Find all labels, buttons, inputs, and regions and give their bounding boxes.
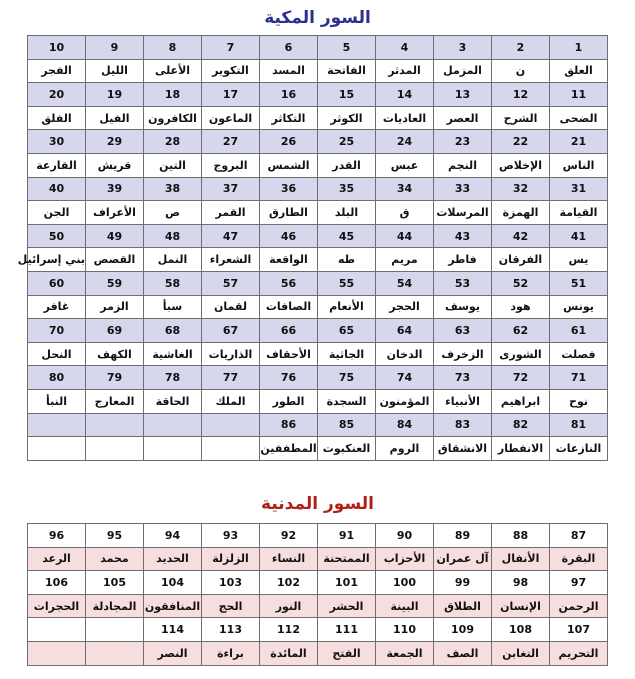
- makki-surah-number-cell: 63: [434, 319, 492, 343]
- makki-name-row: [28, 437, 608, 461]
- makki-section-title: السور المكية: [264, 8, 371, 28]
- makki-surah-number-cell: 51: [550, 271, 608, 295]
- makki-surah-number-cell: 69: [86, 319, 144, 343]
- madani-surah-name-cell: محمد: [86, 547, 144, 571]
- madani-surah-name-cell: الإنسان: [492, 594, 550, 618]
- makki-surah-number-cell: 14: [376, 83, 434, 107]
- madani-surah-name-cell: النور: [260, 594, 318, 618]
- makki-surah-number-cell: 60: [28, 271, 86, 295]
- makki-surah-number-cell: 82: [492, 413, 550, 437]
- madani-surah-number-cell: 112: [260, 618, 318, 642]
- makki-surah-name-cell: القصص: [86, 248, 144, 272]
- makki-surah-number-cell: 37: [202, 177, 260, 201]
- makki-surah-name-cell: الإخلاص: [492, 153, 550, 177]
- makki-surah-number-cell: 85: [318, 413, 376, 437]
- makki-surah-name-cell: الكوثر: [318, 106, 376, 130]
- makki-surah-name-cell: المدثر: [376, 59, 434, 83]
- makki-surah-name-cell: الفيل: [86, 106, 144, 130]
- makki-surah-number-cell: 6: [260, 36, 318, 60]
- makki-surah-number-cell: 50: [28, 224, 86, 248]
- makki-surah-name-cell: النازعات: [550, 437, 608, 461]
- makki-surah-number-cell: 83: [434, 413, 492, 437]
- madani-name-row: [28, 641, 608, 665]
- madani-surah-name-cell: [28, 641, 86, 665]
- makki-surah-name-cell: الغاشية: [144, 342, 202, 366]
- madani-surah-name-cell: الأنفال: [492, 547, 550, 571]
- madani-surah-number-cell: 90: [376, 524, 434, 548]
- madani-surah-number-cell: 95: [86, 524, 144, 548]
- makki-surah-name-cell: البلد: [318, 201, 376, 225]
- makki-surah-name-cell: فاطر: [434, 248, 492, 272]
- makki-surah-number-cell: 11: [550, 83, 608, 107]
- madani-surah-name-cell: [86, 641, 144, 665]
- madani-surah-number-cell: 93: [202, 524, 260, 548]
- makki-surah-number-cell: [28, 413, 86, 437]
- makki-surah-number-cell: 10: [28, 36, 86, 60]
- makki-number-row: [28, 83, 608, 107]
- makki-surah-number-cell: 24: [376, 130, 434, 154]
- madani-surah-name-cell: الزلزلة: [202, 547, 260, 571]
- madani-surah-name-cell: الحشر: [318, 594, 376, 618]
- madani-surah-name-cell: براءة: [202, 641, 260, 665]
- makki-name-row: [28, 295, 608, 319]
- makki-surah-number-cell: 46: [260, 224, 318, 248]
- makki-surah-number-cell: 21: [550, 130, 608, 154]
- madani-surah-number-cell: 88: [492, 524, 550, 548]
- madani-surah-number-cell: 103: [202, 571, 260, 595]
- makki-surah-name-cell: يونس: [550, 295, 608, 319]
- makki-surah-name-cell: التين: [144, 153, 202, 177]
- makki-surah-name-cell: ن: [492, 59, 550, 83]
- madani-surah-name-cell: البينة: [376, 594, 434, 618]
- makki-surah-number-cell: 32: [492, 177, 550, 201]
- madani-surah-number-cell: 96: [28, 524, 86, 548]
- makki-surah-number-cell: 16: [260, 83, 318, 107]
- makki-surah-name-cell: [144, 437, 202, 461]
- makki-surah-number-cell: 36: [260, 177, 318, 201]
- makki-surah-name-cell: الفلق: [28, 106, 86, 130]
- makki-surah-name-cell: المسد: [260, 59, 318, 83]
- makki-surah-name-cell: المطففين: [260, 437, 318, 461]
- makki-surah-name-cell: الواقعة: [260, 248, 318, 272]
- makki-surah-number-cell: 44: [376, 224, 434, 248]
- makki-surah-number-cell: 17: [202, 83, 260, 107]
- madani-surah-name-cell: المجادلة: [86, 594, 144, 618]
- makki-surah-name-cell: سبأ: [144, 295, 202, 319]
- makki-surah-number-cell: 27: [202, 130, 260, 154]
- makki-surah-name-cell: [28, 437, 86, 461]
- makki-surah-name-cell: [86, 437, 144, 461]
- makki-surah-number-cell: 53: [434, 271, 492, 295]
- makki-surah-number-cell: 18: [144, 83, 202, 107]
- makki-surah-name-cell: الذاريات: [202, 342, 260, 366]
- makki-surah-name-cell: قريش: [86, 153, 144, 177]
- makki-surah-name-cell: عبس: [376, 153, 434, 177]
- makki-surah-name-cell: الدخان: [376, 342, 434, 366]
- makki-surah-number-cell: 58: [144, 271, 202, 295]
- makki-surah-number-cell: 26: [260, 130, 318, 154]
- makki-surah-name-cell: الملك: [202, 389, 260, 413]
- madani-surah-name-cell: المنافقون: [144, 594, 202, 618]
- makki-surah-number-cell: 77: [202, 366, 260, 390]
- makki-surah-name-cell: التكوير: [202, 59, 260, 83]
- makki-surah-name-cell: الحاقة: [144, 389, 202, 413]
- madani-surah-table: [27, 523, 608, 666]
- makki-surah-name-cell: الانشقاق: [434, 437, 492, 461]
- madani-surah-name-cell: البقرة: [550, 547, 608, 571]
- makki-surah-name-cell: القدر: [318, 153, 376, 177]
- makki-surah-number-cell: 7: [202, 36, 260, 60]
- makki-surah-number-cell: 80: [28, 366, 86, 390]
- makki-surah-name-cell: الأحقاف: [260, 342, 318, 366]
- madani-surah-number-cell: 92: [260, 524, 318, 548]
- makki-surah-number-cell: 42: [492, 224, 550, 248]
- makki-surah-number-cell: 19: [86, 83, 144, 107]
- makki-surah-number-cell: 49: [86, 224, 144, 248]
- madani-surah-number-cell: 107: [550, 618, 608, 642]
- madani-surah-number-cell: 109: [434, 618, 492, 642]
- makki-surah-name-cell: الفرقان: [492, 248, 550, 272]
- makki-surah-number-cell: 2: [492, 36, 550, 60]
- makki-surah-name-cell: الضحى: [550, 106, 608, 130]
- madani-surah-name-cell: الحجرات: [28, 594, 86, 618]
- makki-surah-number-cell: 39: [86, 177, 144, 201]
- makki-surah-name-cell: الناس: [550, 153, 608, 177]
- makki-surah-number-cell: 72: [492, 366, 550, 390]
- makki-surah-name-cell: المؤمنون: [376, 389, 434, 413]
- makki-surah-name-cell: الجاثية: [318, 342, 376, 366]
- madani-surah-number-cell: 106: [28, 571, 86, 595]
- makki-surah-number-cell: 29: [86, 130, 144, 154]
- makki-surah-number-cell: 68: [144, 319, 202, 343]
- makki-surah-number-cell: 47: [202, 224, 260, 248]
- madani-number-row: [28, 618, 608, 642]
- makki-surah-number-cell: 75: [318, 366, 376, 390]
- makki-surah-number-cell: 86: [260, 413, 318, 437]
- makki-surah-name-cell: الجن: [28, 201, 86, 225]
- makki-surah-name-cell: بني إسرائيل: [28, 248, 86, 272]
- makki-surah-name-cell: الأعراف: [86, 201, 144, 225]
- makki-surah-name-cell: يس: [550, 248, 608, 272]
- makki-surah-number-cell: 41: [550, 224, 608, 248]
- madani-surah-number-cell: 87: [550, 524, 608, 548]
- makki-surah-number-cell: 38: [144, 177, 202, 201]
- makki-surah-number-cell: 57: [202, 271, 260, 295]
- makki-surah-number-cell: 12: [492, 83, 550, 107]
- madani-surah-number-cell: 110: [376, 618, 434, 642]
- madani-surah-number-cell: 91: [318, 524, 376, 548]
- makki-surah-number-cell: 73: [434, 366, 492, 390]
- makki-surah-number-cell: 43: [434, 224, 492, 248]
- makki-surah-name-cell: المرسلات: [434, 201, 492, 225]
- makki-surah-number-cell: 78: [144, 366, 202, 390]
- makki-surah-number-cell: 22: [492, 130, 550, 154]
- madani-surah-name-cell: المائدة: [260, 641, 318, 665]
- makki-surah-name-cell: العنكبوت: [318, 437, 376, 461]
- makki-surah-number-cell: 79: [86, 366, 144, 390]
- makki-surah-name-cell: الكافرون: [144, 106, 202, 130]
- madani-surah-number-cell: 105: [86, 571, 144, 595]
- makki-surah-number-cell: 67: [202, 319, 260, 343]
- makki-surah-name-cell: الهمزة: [492, 201, 550, 225]
- madani-surah-number-cell: 102: [260, 571, 318, 595]
- makki-surah-number-cell: 61: [550, 319, 608, 343]
- madani-surah-number-cell: 97: [550, 571, 608, 595]
- madani-surah-number-cell: [28, 618, 86, 642]
- madani-surah-name-cell: التحريم: [550, 641, 608, 665]
- makki-surah-number-cell: 1: [550, 36, 608, 60]
- makki-surah-name-cell: الزخرف: [434, 342, 492, 366]
- makki-surah-name-cell: الصافات: [260, 295, 318, 319]
- makki-surah-name-cell: المعارج: [86, 389, 144, 413]
- makki-surah-number-cell: 13: [434, 83, 492, 107]
- makki-surah-number-cell: 3: [434, 36, 492, 60]
- makki-surah-number-cell: 81: [550, 413, 608, 437]
- makki-surah-name-cell: النبأ: [28, 389, 86, 413]
- makki-surah-number-cell: 20: [28, 83, 86, 107]
- madani-surah-name-cell: الحج: [202, 594, 260, 618]
- madani-name-row: [28, 547, 608, 571]
- makki-surah-number-cell: 84: [376, 413, 434, 437]
- makki-surah-number-cell: 48: [144, 224, 202, 248]
- madani-surah-number-cell: 108: [492, 618, 550, 642]
- madani-surah-number-cell: 98: [492, 571, 550, 595]
- makki-surah-number-cell: 55: [318, 271, 376, 295]
- makki-number-row: [28, 366, 608, 390]
- makki-surah-name-cell: الزمر: [86, 295, 144, 319]
- madani-surah-number-cell: 89: [434, 524, 492, 548]
- makki-number-row: [28, 224, 608, 248]
- makki-surah-name-cell: لقمان: [202, 295, 260, 319]
- makki-number-row: [28, 413, 608, 437]
- makki-surah-name-cell: البروج: [202, 153, 260, 177]
- makki-number-row: [28, 271, 608, 295]
- makki-surah-name-cell: الليل: [86, 59, 144, 83]
- madani-surah-number-cell: 111: [318, 618, 376, 642]
- makki-surah-name-cell: هود: [492, 295, 550, 319]
- makki-surah-number-cell: 40: [28, 177, 86, 201]
- makki-name-row: [28, 106, 608, 130]
- makki-surah-name-cell: نوح: [550, 389, 608, 413]
- makki-surah-number-cell: [86, 413, 144, 437]
- makki-surah-name-cell: الحجر: [376, 295, 434, 319]
- makki-surah-name-cell: مريم: [376, 248, 434, 272]
- makki-name-row: [28, 153, 608, 177]
- makki-surah-name-cell: العاديات: [376, 106, 434, 130]
- makki-surah-name-cell: الأنبياء: [434, 389, 492, 413]
- madani-surah-number-cell: 104: [144, 571, 202, 595]
- makki-surah-number-cell: 15: [318, 83, 376, 107]
- makki-surah-name-cell: المزمل: [434, 59, 492, 83]
- makki-surah-number-cell: 30: [28, 130, 86, 154]
- makki-surah-name-cell: القمر: [202, 201, 260, 225]
- makki-surah-number-cell: 28: [144, 130, 202, 154]
- madani-surah-name-cell: الصف: [434, 641, 492, 665]
- makki-surah-name-cell: الانفطار: [492, 437, 550, 461]
- makki-surah-name-cell: العلق: [550, 59, 608, 83]
- makki-name-row: [28, 59, 608, 83]
- madani-surah-number-cell: 114: [144, 618, 202, 642]
- makki-surah-number-cell: 66: [260, 319, 318, 343]
- makki-surah-name-cell: الشمس: [260, 153, 318, 177]
- madani-surah-name-cell: الرحمن: [550, 594, 608, 618]
- makki-surah-name-cell: النحل: [28, 342, 86, 366]
- makki-surah-number-cell: 25: [318, 130, 376, 154]
- makki-number-row: [28, 177, 608, 201]
- makki-surah-name-cell: ابراهيم: [492, 389, 550, 413]
- makki-surah-name-cell: الماعون: [202, 106, 260, 130]
- makki-surah-name-cell: الطور: [260, 389, 318, 413]
- madani-surah-name-cell: آل عمران: [434, 547, 492, 571]
- makki-name-row: [28, 201, 608, 225]
- madani-surah-number-cell: [86, 618, 144, 642]
- makki-surah-number-cell: 56: [260, 271, 318, 295]
- madani-surah-number-cell: 99: [434, 571, 492, 595]
- makki-surah-number-cell: 35: [318, 177, 376, 201]
- makki-surah-name-cell: الشورى: [492, 342, 550, 366]
- madani-section-title: السور المدنية: [261, 494, 374, 514]
- makki-surah-number-cell: 59: [86, 271, 144, 295]
- madani-surah-name-cell: الفتح: [318, 641, 376, 665]
- makki-surah-name-cell: الروم: [376, 437, 434, 461]
- makki-surah-number-cell: 64: [376, 319, 434, 343]
- makki-surah-name-cell: النجم: [434, 153, 492, 177]
- makki-surah-number-cell: 5: [318, 36, 376, 60]
- makki-number-row: [28, 319, 608, 343]
- makki-surah-name-cell: ق: [376, 201, 434, 225]
- makki-number-row: [28, 130, 608, 154]
- makki-surah-name-cell: غافر: [28, 295, 86, 319]
- makki-surah-number-cell: 8: [144, 36, 202, 60]
- makki-surah-name-cell: الشرح: [492, 106, 550, 130]
- makki-surah-name-cell: [202, 437, 260, 461]
- makki-surah-number-cell: 33: [434, 177, 492, 201]
- madani-surah-name-cell: النصر: [144, 641, 202, 665]
- makki-surah-name-cell: الطارق: [260, 201, 318, 225]
- makki-surah-number-cell: [144, 413, 202, 437]
- makki-surah-name-cell: الفجر: [28, 59, 86, 83]
- madani-surah-name-cell: الأحزاب: [376, 547, 434, 571]
- makki-name-row: [28, 248, 608, 272]
- makki-surah-number-cell: 45: [318, 224, 376, 248]
- makki-surah-name-cell: الشعراء: [202, 248, 260, 272]
- makki-surah-table: [17, 35, 608, 461]
- makki-surah-number-cell: 65: [318, 319, 376, 343]
- madani-surah-name-cell: الطلاق: [434, 594, 492, 618]
- makki-surah-number-cell: 23: [434, 130, 492, 154]
- makki-surah-number-cell: 54: [376, 271, 434, 295]
- madani-number-row: [28, 524, 608, 548]
- madani-surah-name-cell: الرعد: [28, 547, 86, 571]
- madani-name-row: [28, 594, 608, 618]
- madani-surah-number-cell: 100: [376, 571, 434, 595]
- makki-surah-number-cell: 62: [492, 319, 550, 343]
- makki-surah-number-cell: 9: [86, 36, 144, 60]
- makki-surah-name-cell: طه: [318, 248, 376, 272]
- makki-surah-name-cell: يوسف: [434, 295, 492, 319]
- makki-surah-number-cell: 34: [376, 177, 434, 201]
- makki-surah-name-cell: فصلت: [550, 342, 608, 366]
- makki-surah-name-cell: الكهف: [86, 342, 144, 366]
- makki-surah-number-cell: [202, 413, 260, 437]
- madani-number-row: [28, 571, 608, 595]
- madani-surah-name-cell: الحديد: [144, 547, 202, 571]
- makki-surah-number-cell: 31: [550, 177, 608, 201]
- makki-surah-number-cell: 76: [260, 366, 318, 390]
- makki-surah-name-cell: الفاتحة: [318, 59, 376, 83]
- makki-surah-number-cell: 74: [376, 366, 434, 390]
- makki-surah-number-cell: 52: [492, 271, 550, 295]
- madani-surah-number-cell: 113: [202, 618, 260, 642]
- madani-surah-number-cell: 101: [318, 571, 376, 595]
- madani-surah-name-cell: التغابن: [492, 641, 550, 665]
- makki-surah-name-cell: التكاثر: [260, 106, 318, 130]
- makki-name-row: [28, 342, 608, 366]
- makki-name-row: [28, 389, 608, 413]
- madani-surah-name-cell: الجمعة: [376, 641, 434, 665]
- madani-surah-number-cell: 94: [144, 524, 202, 548]
- makki-surah-name-cell: الأنعام: [318, 295, 376, 319]
- makki-surah-number-cell: 70: [28, 319, 86, 343]
- makki-surah-name-cell: العصر: [434, 106, 492, 130]
- madani-surah-name-cell: الممتحنة: [318, 547, 376, 571]
- makki-surah-name-cell: النمل: [144, 248, 202, 272]
- madani-surah-name-cell: النساء: [260, 547, 318, 571]
- makki-surah-name-cell: الأعلى: [144, 59, 202, 83]
- makki-surah-name-cell: ص: [144, 201, 202, 225]
- makki-surah-name-cell: القيامة: [550, 201, 608, 225]
- makki-number-row: [28, 36, 608, 60]
- makki-surah-name-cell: السجدة: [318, 389, 376, 413]
- makki-surah-number-cell: 4: [376, 36, 434, 60]
- makki-surah-name-cell: القارعة: [28, 153, 86, 177]
- makki-surah-number-cell: 71: [550, 366, 608, 390]
